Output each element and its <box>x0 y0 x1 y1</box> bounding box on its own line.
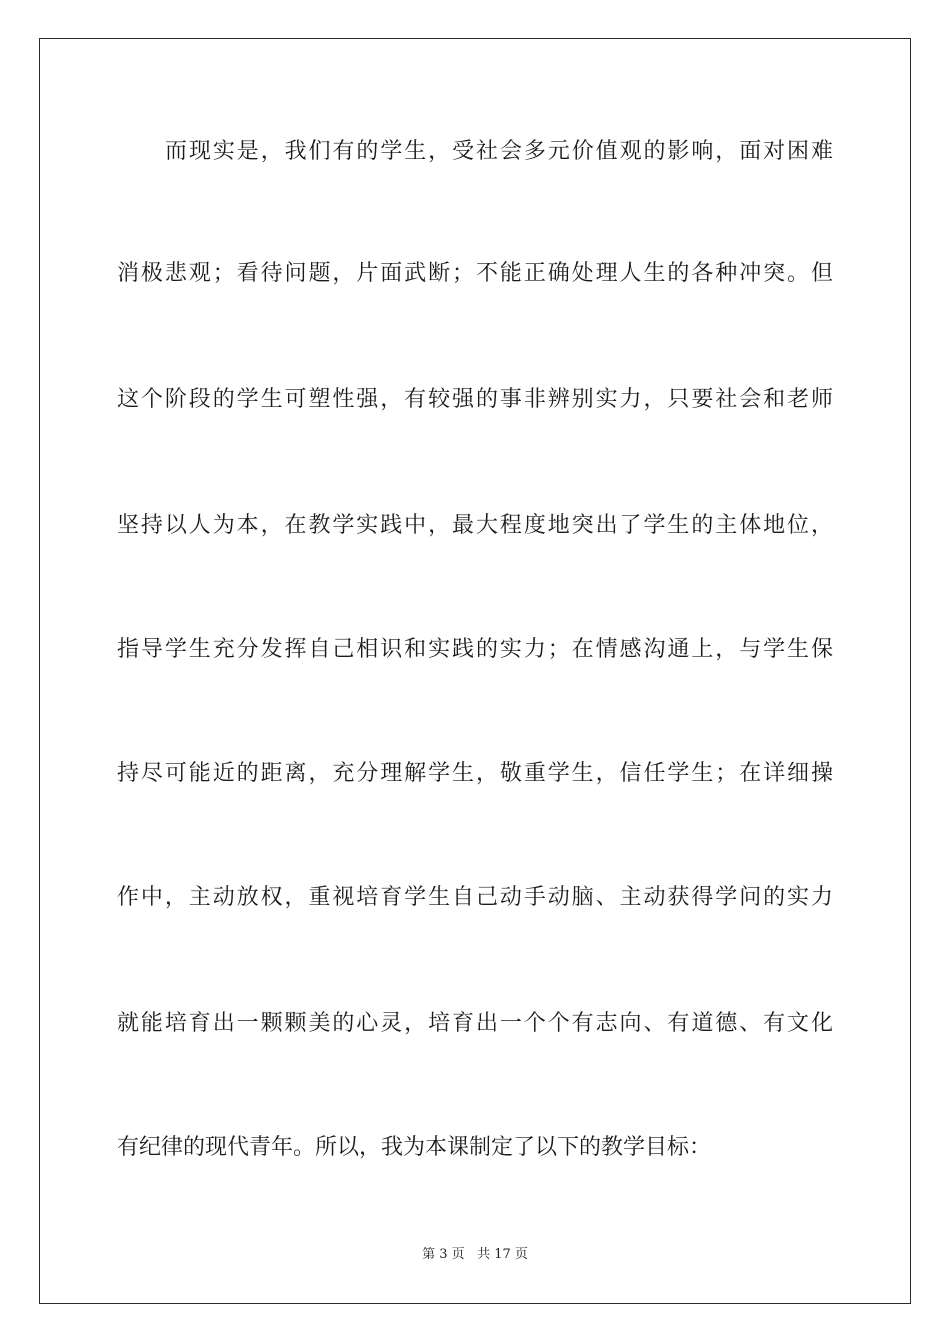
page-total: 共 17 页 <box>477 1247 528 1262</box>
paragraph-line: 而现实是，我们有的学生，受社会多元价值观的影响，面对困难 <box>165 139 833 164</box>
paragraph-line: 坚持以人为本，在教学实践中，最大程度地突出了学生的主体地位， <box>117 513 833 538</box>
paragraph-line: 指导学生充分发挥自己相识和实践的实力；在情感沟通上，与学生保 <box>117 637 833 662</box>
page-border <box>39 38 911 1304</box>
paragraph-line: 有纪律的现代青年。所以，我为本课制定了以下的教学目标： <box>117 1135 712 1160</box>
paragraph-line: 这个阶段的学生可塑性强，有较强的事非辨别实力，只要社会和老师 <box>117 387 833 412</box>
paragraph-line: 持尽可能近的距离，充分理解学生，敬重学生，信任学生；在详细操 <box>117 761 833 786</box>
paragraph-line: 就能培育出一颗颗美的心灵，培育出一个个有志向、有道德、有文化 <box>117 1011 833 1036</box>
page-number: 第 3 页 <box>422 1247 465 1262</box>
paragraph-line: 消极悲观；看待问题，片面武断；不能正确处理人生的各种冲突。但 <box>117 261 833 286</box>
page-footer <box>0 1247 950 1263</box>
paragraph-line: 作中，主动放权，重视培育学生自己动手动脑、主动获得学问的实力 <box>117 885 833 910</box>
